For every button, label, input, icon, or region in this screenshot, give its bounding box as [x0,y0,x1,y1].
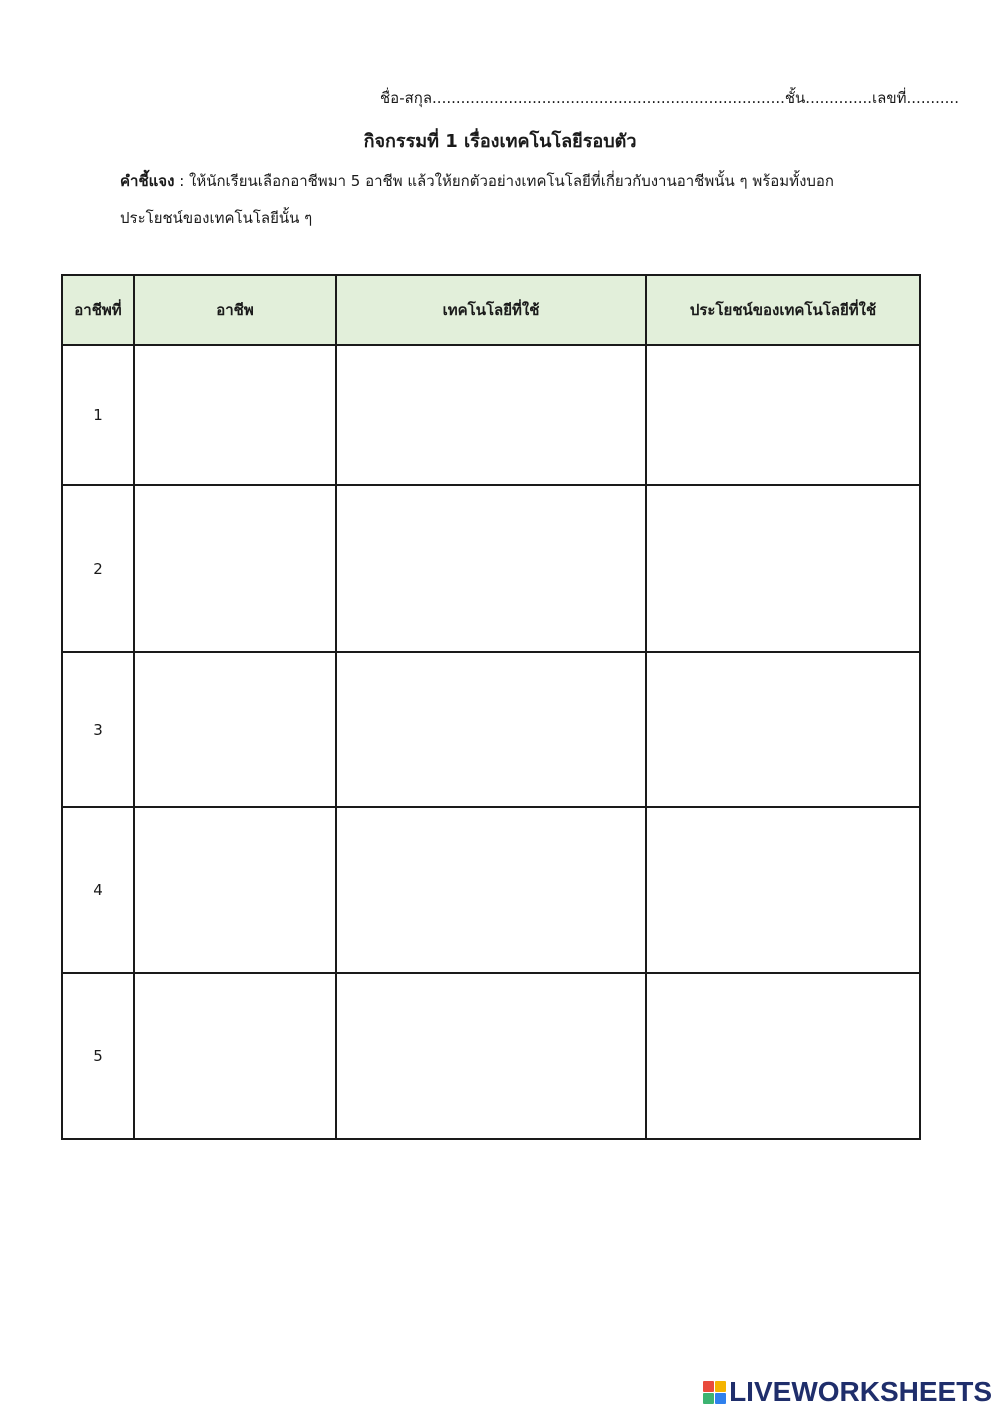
benefit-cell[interactable] [646,652,920,807]
technology-cell[interactable] [336,652,646,807]
career-cell[interactable] [134,973,336,1139]
header-career-number: อาชีพที่ [62,275,134,345]
logo-square-green [703,1393,714,1404]
benefit-cell[interactable] [646,973,920,1139]
benefit-cell[interactable] [646,485,920,652]
career-cell[interactable] [134,807,336,973]
logo-text: LIVEWORKSHEETS [729,1376,992,1407]
row-number: 3 [62,652,134,807]
table-row [62,807,920,973]
logo-mark-icon [703,1381,726,1404]
instructions-label: คำชี้แจง [120,172,175,190]
table-row [62,652,920,807]
logo-square-yellow [715,1381,726,1392]
page-title: กิจกรรมที่ 1 เรื่องเทคโนโลยีรอบตัว [363,131,637,152]
table-row [62,345,920,485]
row-number: 2 [62,485,134,652]
liveworksheets-logo [703,1377,992,1407]
career-cell[interactable] [134,345,336,485]
header-technology: เทคโนโลยีที่ใช้ [336,275,646,345]
student-info-line: ชื่อ-สกุล..........................................................................ชั้น..............เลขที่........... [380,89,959,107]
table-header-row [62,275,920,345]
career-cell[interactable] [134,485,336,652]
benefit-cell[interactable] [646,345,920,485]
benefit-cell[interactable] [646,807,920,973]
row-number: 4 [62,807,134,973]
technology-cell[interactable] [336,345,646,485]
table-row [62,973,920,1139]
table-row [62,485,920,652]
row-number: 5 [62,973,134,1139]
logo-square-blue [715,1393,726,1404]
instructions [120,163,890,237]
row-number: 1 [62,345,134,485]
logo-square-red [703,1381,714,1392]
technology-cell[interactable] [336,807,646,973]
technology-cell[interactable] [336,485,646,652]
worksheet-table [61,274,921,1140]
header-career: อาชีพ [134,275,336,345]
career-cell[interactable] [134,652,336,807]
instructions-text: : ให้นักเรียนเลือกอาชีพมา 5 อาชีพ แล้วให้ยกตัวอย่างเทคโนโลยีที่เกี่ยวกับงานอาชีพนั้น ๆ พร้อมทั้งบอกประโยชน์ของเทคโนโลยีนั้น ๆ [120,172,835,227]
header-benefit: ประโยชน์ของเทคโนโลยีที่ใช้ [646,275,920,345]
technology-cell[interactable] [336,973,646,1139]
